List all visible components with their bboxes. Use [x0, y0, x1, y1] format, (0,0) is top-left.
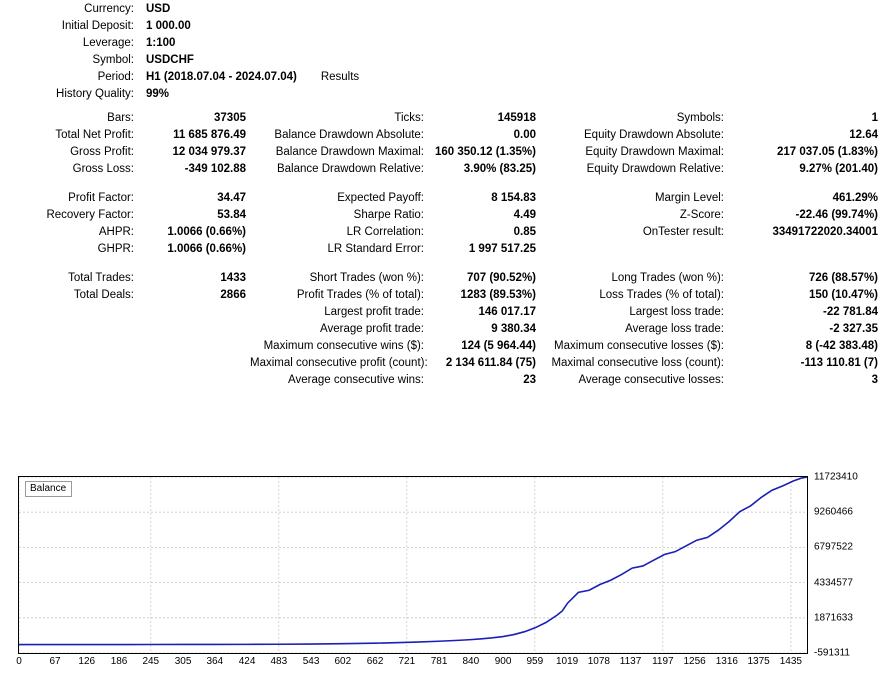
spacer-cell — [730, 68, 882, 85]
empty-label — [0, 371, 140, 388]
equity-drawdown-maximal-value: 217 037.05 (1.83%) — [776, 145, 878, 158]
page-title: Results — [320, 70, 360, 83]
equity-drawdown-absolute-label: Equity Drawdown Absolute: — [584, 128, 724, 141]
average-profit-trade-label: Average profit trade: — [320, 322, 424, 335]
empty-value — [730, 240, 882, 257]
chart-x-tick-label: 186 — [110, 656, 128, 667]
table-row — [0, 109, 882, 126]
loss-trades-value: 150 (10.47%) — [808, 288, 878, 301]
chart-x-tick-label: 1019 — [555, 656, 579, 667]
expected-payoff-value: 8 154.83 — [491, 191, 536, 204]
average-consecutive-wins-label: Average consecutive wins: — [288, 373, 424, 386]
table-row — [0, 286, 882, 303]
chart-x-tick-label: 1078 — [587, 656, 610, 667]
chart-y-tick-label: 1871633 — [814, 612, 853, 624]
leverage-value: 1:100 — [146, 36, 176, 49]
chart-x-tick-label: 900 — [494, 656, 512, 667]
empty-label — [0, 303, 140, 320]
equity-drawdown-maximal-label: Equity Drawdown Maximal: — [585, 145, 724, 158]
total-net-profit-label: Total Net Profit: — [55, 128, 134, 141]
bars-value: 37305 — [214, 111, 246, 124]
chart-x-tick-label: 483 — [270, 656, 288, 667]
spacer-cell — [250, 17, 430, 34]
short-trades-label: Short Trades (won %): — [309, 271, 424, 284]
spacer-cell — [250, 34, 430, 51]
largest-loss-trade-label: Largest loss trade: — [629, 305, 724, 318]
table-row — [0, 354, 882, 371]
symbol-value: USDCHF — [146, 53, 194, 66]
chart-x-tick-label: 602 — [334, 656, 352, 667]
table-row — [0, 303, 882, 320]
chart-x-tick-label: 959 — [526, 656, 544, 667]
chart-x-tick-label: 721 — [398, 656, 416, 667]
profit-trades-value: 1283 (89.53%) — [460, 288, 536, 301]
table-row — [0, 337, 882, 354]
history-quality-value: 99% — [146, 87, 170, 100]
equity-drawdown-absolute-value: 12.64 — [849, 128, 878, 141]
spacer-cell — [430, 51, 540, 68]
z-score-value: -22.46 (99.74%) — [795, 208, 878, 221]
average-consecutive-wins-value: 23 — [523, 373, 536, 386]
ticks-label: Ticks: — [394, 111, 424, 124]
table-row — [0, 68, 882, 85]
spacer-cell — [430, 0, 540, 17]
profit-trades-label: Profit Trades (% of total): — [296, 288, 424, 301]
table-row — [0, 223, 882, 240]
lr-correlation-label: LR Correlation: — [346, 225, 424, 238]
empty-label — [0, 354, 140, 371]
spacer-cell — [730, 51, 882, 68]
balance-line-plot — [19, 477, 807, 653]
table-row — [0, 189, 882, 206]
table-row — [0, 160, 882, 177]
maximal-consecutive-profit-value: 2 134 611.84 (75) — [445, 356, 536, 369]
spacer-cell — [430, 34, 540, 51]
chart-y-tick-label: 9260466 — [814, 506, 853, 518]
empty-value — [140, 337, 250, 354]
currency-label: Currency: — [84, 2, 134, 15]
chart-x-tick-label: 781 — [430, 656, 448, 667]
chart-x-tick-label: 1137 — [619, 656, 642, 667]
total-deals-value: 2866 — [220, 288, 246, 301]
spacer-cell — [250, 85, 430, 102]
ahpr-value: 1.0066 (0.66%) — [167, 225, 246, 238]
period-value: H1 (2018.07.04 - 2024.07.04) — [146, 70, 297, 83]
chart-x-tick-label: 1316 — [715, 656, 738, 667]
spacer-cell — [540, 85, 730, 102]
bars-label: Bars: — [107, 111, 134, 124]
lr-standard-error-value: 1 997 517.25 — [468, 242, 536, 255]
chart-x-tick-label: 245 — [142, 656, 160, 667]
spacer-cell — [540, 0, 730, 17]
empty-label — [540, 240, 730, 257]
short-trades-value: 707 (90.52%) — [466, 271, 536, 284]
chart-x-tick-label: 305 — [174, 656, 192, 667]
balance-drawdown-absolute-value: 0.00 — [513, 128, 536, 141]
chart-x-tick-label: 840 — [462, 656, 480, 667]
chart-y-axis-labels — [812, 471, 872, 659]
currency-value: USD — [146, 2, 171, 15]
gross-loss-label: Gross Loss: — [72, 162, 134, 175]
chart-y-tick-label: 4334577 — [814, 577, 853, 589]
spacer-cell — [540, 17, 730, 34]
gross-profit-label: Gross Profit: — [70, 145, 134, 158]
max-consecutive-wins-value: 124 (5 964.44) — [461, 339, 536, 352]
chart-legend: Balance — [25, 481, 72, 497]
ghpr-label: GHPR: — [97, 242, 134, 255]
table-row — [0, 269, 882, 286]
chart-x-axis-labels — [18, 656, 810, 672]
long-trades-value: 726 (88.57%) — [808, 271, 878, 284]
average-consecutive-losses-value: 3 — [871, 373, 878, 386]
lr-standard-error-label: LR Standard Error: — [327, 242, 424, 255]
chart-plot-area — [18, 476, 808, 654]
ontester-result-value: 33491722020.34001 — [772, 225, 878, 238]
largest-profit-trade-value: 146 017.17 — [478, 305, 536, 318]
balance-drawdown-maximal-value: 160 350.12 (1.35%) — [434, 145, 536, 158]
maximal-consecutive-loss-value: -113 110.81 (7) — [800, 356, 878, 369]
table-row — [0, 51, 882, 68]
table-row — [0, 126, 882, 143]
spacer-cell — [430, 85, 540, 102]
spacer-cell — [730, 34, 882, 51]
table-row — [0, 371, 882, 388]
ticks-value: 145918 — [497, 111, 536, 124]
table-row — [0, 0, 882, 17]
empty-label — [0, 337, 140, 354]
table-row — [0, 240, 882, 257]
spacer-cell — [730, 0, 882, 17]
table-row — [0, 34, 882, 51]
chart-x-tick-label: 1435 — [779, 656, 802, 667]
sharpe-ratio-value: 4.49 — [513, 208, 536, 221]
largest-profit-trade-label: Largest profit trade: — [324, 305, 424, 318]
chart-x-tick-label: 1256 — [683, 656, 706, 667]
initial-deposit-value: 1 000.00 — [146, 19, 191, 32]
period-label: Period: — [97, 70, 134, 83]
gross-profit-value: 12 034 979.37 — [172, 145, 246, 158]
equity-drawdown-relative-value: 9.27% (201.40) — [799, 162, 878, 175]
chart-y-tick-label: 6797522 — [814, 541, 853, 553]
balance-drawdown-relative-value: 3.90% (83.25) — [463, 162, 536, 175]
margin-level-value: 461.29% — [832, 191, 878, 204]
margin-level-label: Margin Level: — [654, 191, 724, 204]
table-row — [0, 85, 882, 102]
chart-x-tick-label: 0 — [16, 656, 22, 667]
ahpr-label: AHPR: — [98, 225, 134, 238]
spacer-cell — [430, 17, 540, 34]
max-consecutive-wins-label: Maximum consecutive wins ($): — [263, 339, 424, 352]
chart-x-tick-label: 662 — [366, 656, 384, 667]
symbols-value: 1 — [871, 111, 878, 124]
chart-x-tick-label: 1197 — [652, 656, 674, 667]
long-trades-label: Long Trades (won %): — [611, 271, 724, 284]
expected-payoff-label: Expected Payoff: — [337, 191, 424, 204]
z-score-label: Z-Score: — [679, 208, 724, 221]
chart-x-tick-label: 543 — [302, 656, 320, 667]
equity-drawdown-relative-label: Equity Drawdown Relative: — [586, 162, 724, 175]
balance-drawdown-maximal-label: Balance Drawdown Maximal: — [275, 145, 424, 158]
chart-x-tick-label: 67 — [49, 656, 61, 667]
total-trades-label: Total Trades: — [68, 271, 134, 284]
symbol-label: Symbol: — [92, 53, 134, 66]
chart-x-tick-label: 424 — [238, 656, 256, 667]
recovery-factor-value: 53.84 — [217, 208, 246, 221]
total-trades-value: 1433 — [220, 271, 246, 284]
spacer-cell — [540, 68, 730, 85]
balance-chart — [16, 471, 864, 676]
chart-y-tick-label: -591311 — [814, 647, 850, 659]
average-profit-trade-value: 9 380.34 — [491, 322, 536, 335]
ghpr-value: 1.0066 (0.66%) — [167, 242, 246, 255]
max-consecutive-losses-label: Maximum consecutive losses ($): — [554, 339, 724, 352]
table-row — [0, 17, 882, 34]
table-row — [0, 320, 882, 337]
leverage-label: Leverage: — [82, 36, 134, 49]
spacer-cell — [250, 0, 430, 17]
average-loss-trade-label: Average loss trade: — [625, 322, 724, 335]
chart-x-tick-label: 364 — [206, 656, 224, 667]
empty-value — [140, 371, 250, 388]
ontester-result-label: OnTester result: — [642, 225, 724, 238]
chart-x-tick-label: 126 — [78, 656, 96, 667]
history-quality-label: History Quality: — [56, 87, 134, 100]
profit-factor-label: Profit Factor: — [68, 191, 134, 204]
table-row — [0, 206, 882, 223]
symbols-label: Symbols: — [676, 111, 724, 124]
average-consecutive-losses-label: Average consecutive losses: — [578, 373, 724, 386]
empty-value — [140, 320, 250, 337]
max-consecutive-losses-value: 8 (-42 383.48) — [805, 339, 878, 352]
total-deals-label: Total Deals: — [73, 288, 134, 301]
loss-trades-label: Loss Trades (% of total): — [599, 288, 724, 301]
empty-value — [140, 354, 250, 371]
balance-drawdown-absolute-label: Balance Drawdown Absolute: — [274, 128, 424, 141]
empty-label — [0, 320, 140, 337]
spacer-cell — [730, 17, 882, 34]
initial-deposit-label: Initial Deposit: — [61, 19, 134, 32]
spacer-row — [0, 102, 882, 109]
maximal-consecutive-profit-label: Maximal consecutive profit (count): — [250, 356, 428, 369]
recovery-factor-label: Recovery Factor: — [46, 208, 134, 221]
gross-loss-value: -349 102.88 — [184, 162, 246, 175]
maximal-consecutive-loss-label: Maximal consecutive loss (count): — [551, 356, 724, 369]
spacer-cell — [430, 68, 540, 85]
table-row — [0, 143, 882, 160]
chart-y-tick-label: 11723410 — [814, 471, 858, 483]
spacer-cell — [540, 51, 730, 68]
total-net-profit-value: 11 685 876.49 — [173, 128, 246, 141]
spacer-row — [0, 177, 882, 189]
spacer-row — [0, 257, 882, 269]
average-loss-trade-value: -2 327.35 — [829, 322, 878, 335]
empty-value — [140, 303, 250, 320]
balance-drawdown-relative-label: Balance Drawdown Relative: — [276, 162, 424, 175]
spacer-cell — [730, 85, 882, 102]
chart-x-tick-label: 1375 — [747, 656, 770, 667]
lr-correlation-value: 0.85 — [513, 225, 536, 238]
sharpe-ratio-label: Sharpe Ratio: — [353, 208, 424, 221]
profit-factor-value: 34.47 — [217, 191, 246, 204]
spacer-cell — [540, 34, 730, 51]
spacer-cell — [250, 51, 430, 68]
largest-loss-trade-value: -22 781.84 — [823, 305, 878, 318]
